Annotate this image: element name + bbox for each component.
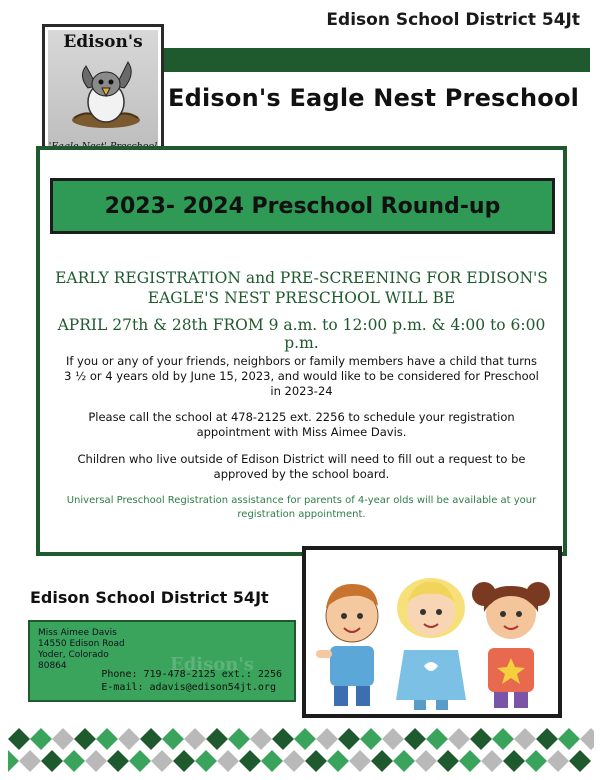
children-illustration-frame xyxy=(302,546,562,718)
diamond-shape xyxy=(448,728,470,750)
roundup-title: 2023- 2024 Preschool Round-up xyxy=(104,193,501,219)
logo-title: Edison's xyxy=(63,32,143,52)
diamond-shape xyxy=(338,728,360,750)
contact-email: E-mail: adavis@edison54jt.org xyxy=(101,682,276,693)
diamond-shape xyxy=(140,728,162,750)
diamond-shape xyxy=(107,750,129,772)
diamond-shape xyxy=(536,728,558,750)
diamond-shape xyxy=(294,728,316,750)
diamond-shape xyxy=(316,728,338,750)
diamond-shape xyxy=(151,750,173,772)
diamond-shape xyxy=(327,750,349,772)
diamond-shape xyxy=(360,728,382,750)
diamond-shape xyxy=(393,750,415,772)
diamond-shape xyxy=(349,750,371,772)
diamond-shape xyxy=(404,728,426,750)
diamond-shape xyxy=(30,728,52,750)
diamond-shape xyxy=(85,750,107,772)
diamond-shape xyxy=(184,728,206,750)
diamond-shape xyxy=(415,750,437,772)
outside-district-paragraph: Children who live outside of Edison District will need to fill out a request to be approved by the school board. xyxy=(77,452,526,481)
diamond-shape xyxy=(41,750,63,772)
diamond-shape xyxy=(492,728,514,750)
diamond-shape xyxy=(272,728,294,750)
diamond-shape xyxy=(514,728,536,750)
diamond-shape xyxy=(547,750,569,772)
diamond-shape xyxy=(382,728,404,750)
diamond-shape xyxy=(569,750,591,772)
main-announcement-frame xyxy=(36,146,567,556)
registration-dates: APRIL 27th & 28th FROM 9 a.m. to 12:00 p.m. & 4:00 to 6:00 p.m. xyxy=(57,316,546,352)
eligibility-paragraph: If you or any of your friends, neighbors or family members have a child that turns 3 ½ or 4 years old by June 15, 2023, and would like to be considered for Preschool in 2023-24 xyxy=(64,354,539,398)
roundup-banner xyxy=(50,178,555,234)
school-logo xyxy=(42,24,164,162)
diamond-shape xyxy=(250,728,272,750)
district-footer-title: Edison School District 54Jt xyxy=(30,588,269,607)
diamond-shape xyxy=(459,750,481,772)
eagle-chick-icon xyxy=(66,58,146,130)
diamond-shape xyxy=(8,728,30,750)
diamond-shape xyxy=(283,750,305,772)
diamond-shape xyxy=(481,750,503,772)
diamond-shape xyxy=(580,728,594,750)
diamond-shape xyxy=(228,728,250,750)
contact-box xyxy=(28,620,296,702)
contact-phone-email xyxy=(101,668,282,694)
contact-city: Yoder, Colorado xyxy=(38,650,109,660)
diamond-shape xyxy=(74,728,96,750)
diamond-shape xyxy=(8,750,19,772)
diamond-shape xyxy=(206,728,228,750)
diamond-shape xyxy=(19,750,41,772)
diamond-shape xyxy=(63,750,85,772)
diamond-shape xyxy=(173,750,195,772)
diamond-shape xyxy=(558,728,580,750)
announcement-line-2: EAGLE'S NEST PRESCHOOL WILL BE xyxy=(147,289,456,307)
diamond-shape xyxy=(261,750,283,772)
diamond-shape xyxy=(239,750,261,772)
contact-name: Miss Aimee Davis xyxy=(38,628,117,638)
diamond-shape xyxy=(470,728,492,750)
call-school-paragraph: Please call the school at 478-2125 ext. 2256 to schedule your registration appointment with Miss Aimee Davis. xyxy=(88,410,515,439)
diamond-shape xyxy=(96,728,118,750)
contact-address xyxy=(38,628,125,672)
diamond-shape xyxy=(305,750,327,772)
registration-announcement xyxy=(40,268,563,308)
diamond-shape xyxy=(129,750,151,772)
diamond-shape xyxy=(118,728,140,750)
diamond-shape xyxy=(525,750,547,772)
diamond-shape xyxy=(195,750,217,772)
contact-watermark: Edison's xyxy=(170,654,255,675)
diamond-shape xyxy=(371,750,393,772)
diamond-shape xyxy=(52,728,74,750)
contact-zip: 80864 xyxy=(38,661,67,671)
three-children-icon xyxy=(306,550,558,714)
diamond-border-decoration xyxy=(8,728,594,772)
diamond-shape xyxy=(162,728,184,750)
announcement-line-1: EARLY REGISTRATION and PRE-SCREENING FOR EDISON'S xyxy=(55,269,548,287)
school-name-heading: Edison's Eagle Nest Preschool xyxy=(168,84,580,112)
universal-preschool-note: Universal Preschool Registration assistance for parents of 4-year olds will be available at your registration appointment. xyxy=(66,495,537,520)
diamond-shape xyxy=(437,750,459,772)
district-header: Edison School District 54Jt xyxy=(326,10,580,30)
diamond-shape xyxy=(503,750,525,772)
contact-street: 14550 Edison Road xyxy=(38,639,125,649)
diamond-shape xyxy=(426,728,448,750)
header-green-bar xyxy=(160,48,590,72)
diamond-shape xyxy=(217,750,239,772)
contact-phone: Phone: 719-478-2125 ext.: 2256 xyxy=(101,669,282,680)
